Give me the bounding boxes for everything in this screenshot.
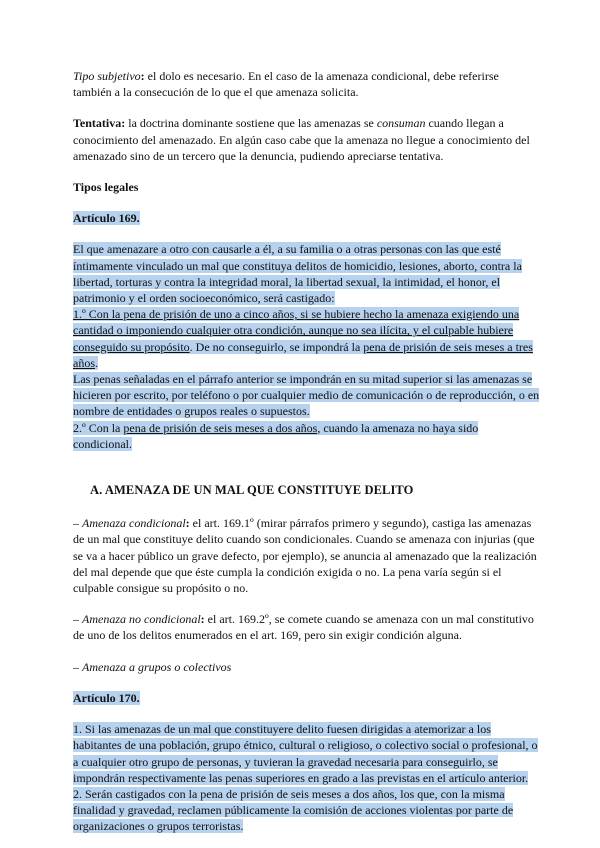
article-title: Artículo 169. xyxy=(73,211,140,226)
paragraph-text: la doctrina dominante sostiene que las amenazas se xyxy=(125,116,377,131)
heading-articulo-170 xyxy=(73,690,540,706)
paragraph-tentativa xyxy=(73,115,540,164)
article-169-item-2: 2.º Con la pena de prisión de seis meses a dos años, cuando la amenaza no haya sido condicional. xyxy=(73,420,479,451)
term-tipo-subjetivo: Tipo subjetivo xyxy=(73,69,141,83)
term-tentativa: Tentativa: xyxy=(73,116,126,131)
article-169-paragraph-2: Las penas señaladas en el párrafo anterior se impondrán en su mitad superior si las amenazas se hicieren por escrito, por teléfono o por cualquier medio de comunicación o de reproducción, o en nombre de entidades o grupos reales o supuestos. xyxy=(73,372,540,419)
term-amenaza-grupos: Amenaza a grupos o colectivos xyxy=(82,659,232,674)
paragraph-text: el dolo es necesario. En el caso de la amenaza condicional, debe referirse también a la consecución de lo que el que amenaza solicita. xyxy=(73,69,499,100)
article-169-item-1: 1.º Con la pena de prisión de uno a cinco años, si se hubiere hecho la amenaza exigiendo una cantidad o imponiendo cualquier otra condición, aunque no sea ilícita, y el culpable hubiere conseguido su propósito. De no conseguirlo, se impondrá la pena de prisión de seis meses a tres años. xyxy=(73,307,533,370)
paragraph-text: cuando llegan a conocimiento del amenazado. En algún caso cabe que la amenaza no llegue a conocimiento del amenazado sino de un tercero que la denuncia, pudiendo apreciarse tentativa. xyxy=(73,116,530,163)
emphasis-consuman: consuman xyxy=(376,116,426,131)
heading-tipos-legales: Tipos legales xyxy=(73,180,139,195)
article-title: Artículo 170. xyxy=(73,690,140,705)
paragraph-amenaza-grupos: – Amenaza a grupos o colectivos xyxy=(73,659,232,674)
article-170-paragraph-1: 1. Si las amenazas de un mal que constituyere delito fuesen dirigidas a atemorizar a los habitantes de una población, grupo étnico, cultural o religioso, o colectivo social o profesional, o a cualquier otro grupo de personas, y tuvieran la gravedad necesaria para conseguirlo, se impondrán respectivamente las penas superiores en grado a las previstas en el artículo anterior. xyxy=(73,722,538,785)
article-169-intro: El que amenazare a otro con causarle a él, a su familia o a otras personas con las que esté íntimamente vinculado un mal que constituya delitos de homicidio, lesiones, aborto, contra la libertad, torturas y contra la integridad moral, la libertad sexual, la intimidad, el honor, el patrimonio y el orden socioeconómico, será castigado: xyxy=(73,242,522,306)
paragraph-amenaza-no-condicional: – Amenaza no condicional: el art. 169.2º, se comete cuando se amenaza con un mal constitutivo de uno de los delitos enumerados en el art. 169, pero sin exigir condición alguna. xyxy=(73,612,534,643)
paragraph-tipo-subjetivo xyxy=(73,68,540,100)
heading-articulo-169 xyxy=(73,210,540,226)
section-heading-a: A. AMENAZA DE UN MAL QUE CONSTITUYE DELITO xyxy=(90,483,414,498)
paragraph-amenaza-condicional: – Amenaza condicional: el art. 169.1º (mirar párrafos primero y segundo), castiga las amenazas de un mal que constituye delito cuando son condicionales. Cuando se amenaza con injurias (que se va a hacer público un grave defecto, por ejemplo), se anuncia al amenazado que la realización del mal depende que que éste cumpla la condición exigida o no. La pena varía según si el culpable consigue su propósito o no. xyxy=(73,516,537,596)
term-amenaza-no-condicional: Amenaza no condicional xyxy=(82,612,201,627)
term-amenaza-condicional: Amenaza condicional xyxy=(82,516,186,531)
colon: : xyxy=(140,69,145,83)
article-170-paragraph-2: 2. Serán castigados con la pena de prisión de seis meses a dos años, los que, con la misma finalidad y gravedad, reclamen públicamente la comisión de acciones violentas por parte de organizaciones o grupos terroristas. xyxy=(73,786,514,834)
article-169-body xyxy=(73,241,540,452)
article-170-body xyxy=(73,721,540,834)
